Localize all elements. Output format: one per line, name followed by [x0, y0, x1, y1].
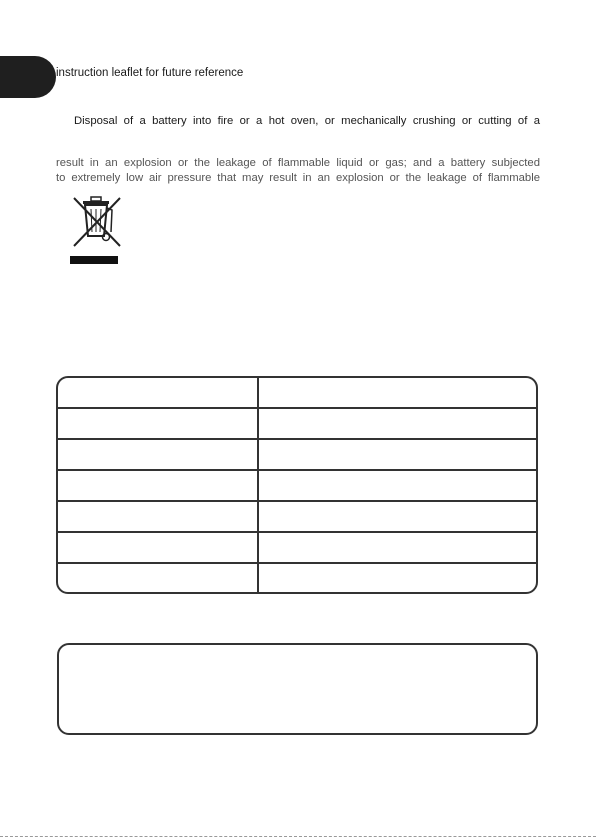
notice-box [57, 643, 538, 735]
instruction-leaflet-text: instruction leaflet for future reference [56, 67, 244, 79]
table-row [58, 533, 536, 564]
table-row [58, 378, 536, 409]
battery-warning-line-1: Disposal of a battery into fire or a hot oven, or mechanically crushing or cutting of a [74, 115, 540, 127]
table-row [58, 471, 536, 502]
page-bottom-rule [0, 836, 596, 839]
table-row [58, 564, 536, 594]
table-row [58, 502, 536, 533]
table-row [58, 409, 536, 440]
page-tab-marker [0, 56, 56, 98]
battery-warning-line-3: to extremely low air pressure that may result in an explosion or the leakage of flammable [56, 172, 540, 184]
crossed-out-wheelie-bin-icon [66, 192, 126, 266]
table-column-divider [257, 378, 259, 592]
table-row [58, 440, 536, 471]
battery-warning-line-2: result in an explosion or the leakage of flammable liquid or gas; and a battery subjected [56, 157, 540, 169]
specification-table [56, 376, 538, 594]
